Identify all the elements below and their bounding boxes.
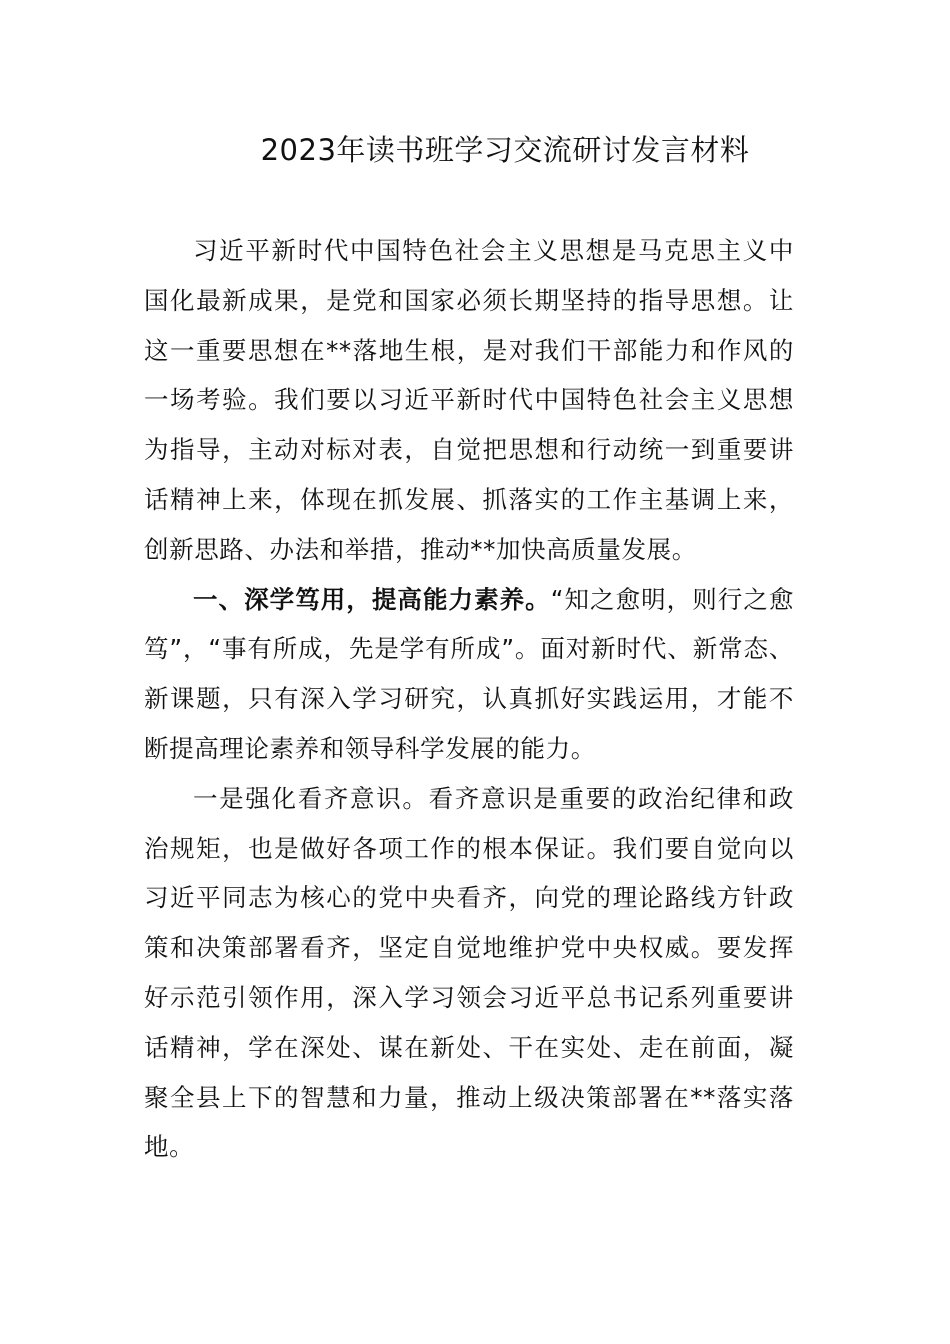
paragraph-section-one bbox=[144, 575, 794, 774]
point-one-text: 一是强化看齐意识。看齐意识是重要的政治纪律和政治规矩，也是做好各项工作的根本保证。我们要自觉向以习近平同志为核心的党中央看齐，向党的理论路线方针政策和决策部署看齐，坚定自觉地维护党中央权威。要发挥好示范引领作用，深入学习领会习近平总书记系列重要讲话精神，学在深处、谋在新处、干在实处、走在前面，凝聚全县上下的智慧和力量，推动上级决策部署在**落实落地。 bbox=[144, 783, 794, 1162]
document-title: 2023年读书班学习交流研讨发言材料 bbox=[260, 133, 750, 167]
paragraph-point-one bbox=[144, 774, 794, 1172]
paragraph-intro bbox=[144, 226, 794, 575]
document-body bbox=[144, 226, 794, 1172]
section-one-text: “知之愈明，则行之愈笃”，“事有所成，先是学有所成”。面对新时代、新常态、新课题，只有深入学习研究，认真抓好实践运用，才能不断提高理论素养和领导科学发展的能力。 bbox=[144, 584, 794, 763]
paragraph-intro-text: 习近平新时代中国特色社会主义思想是马克思主义中国化最新成果，是党和国家必须长期坚持的指导思想。让这一重要思想在**落地生根，是对我们干部能力和作风的一场考验。我们要以习近平新时代中国特色社会主义思想为指导，主动对标对表，自觉把思想和行动统一到重要讲话精神上来，体现在抓发展、抓落实的工作主基调上来，创新思路、办法和举措，推动**加快高质量发展。 bbox=[144, 236, 794, 564]
section-one-heading: 一、深学笃用，提高能力素养。 bbox=[193, 584, 551, 614]
